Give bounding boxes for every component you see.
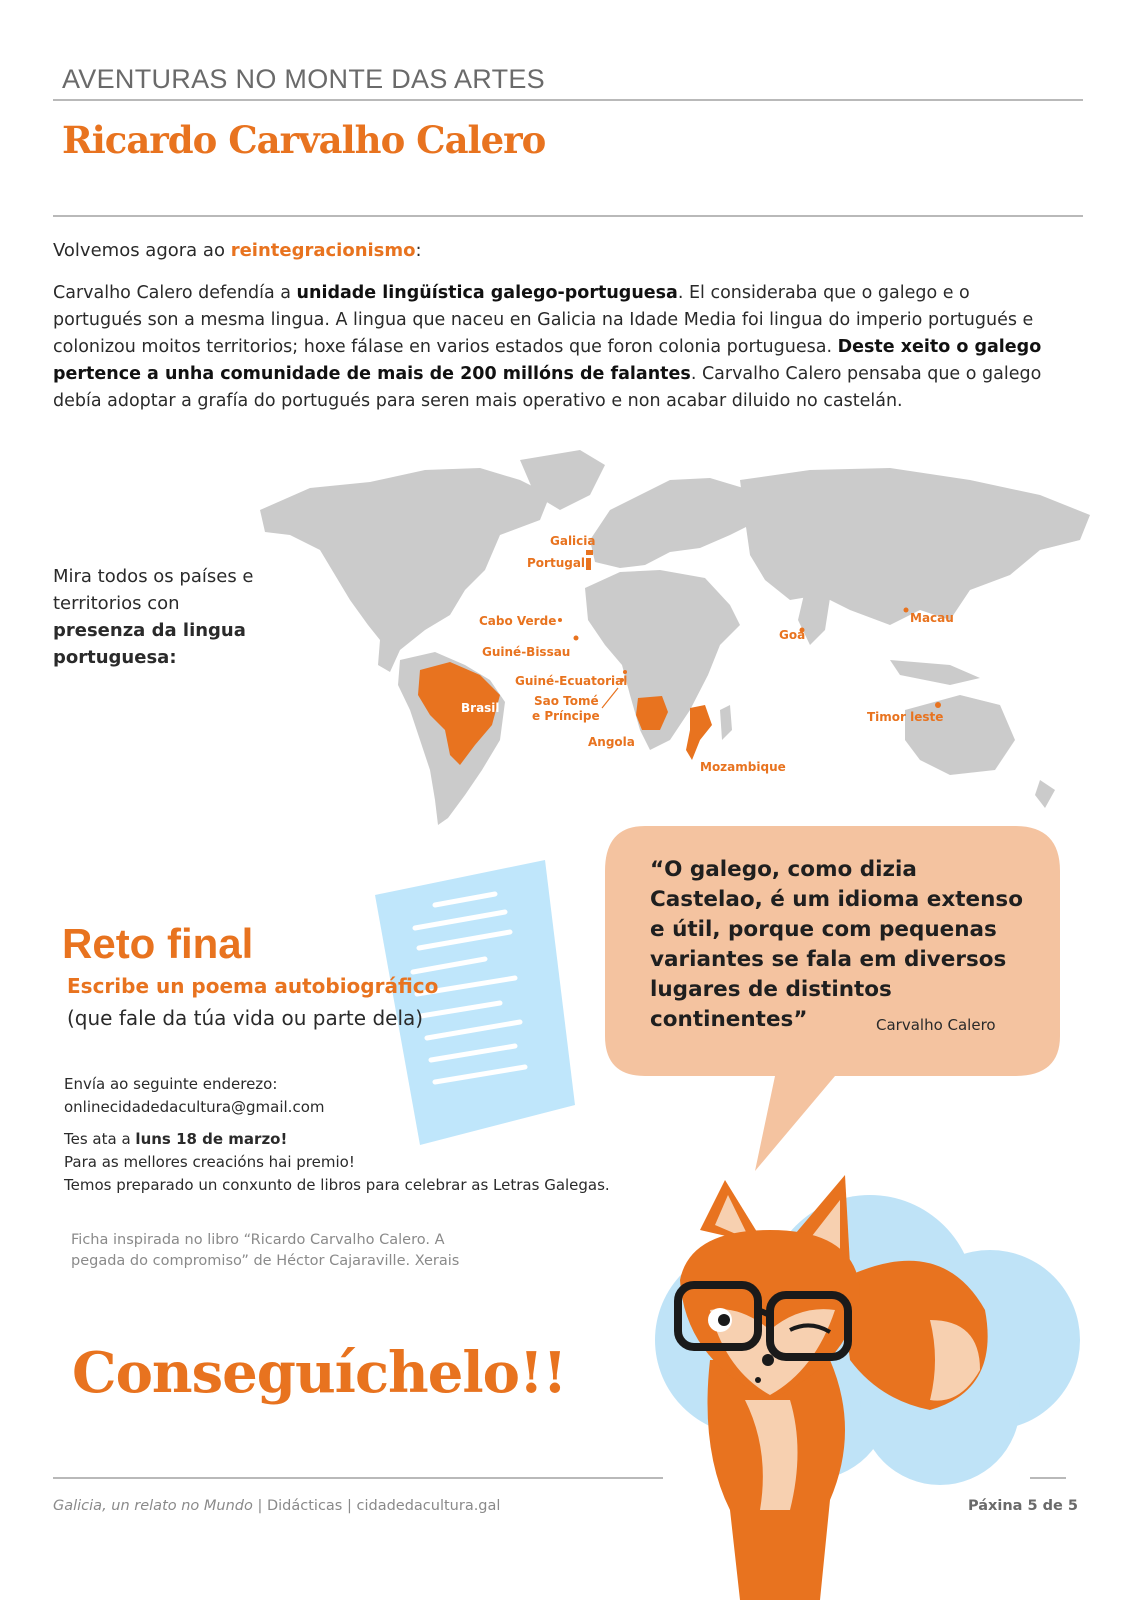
paragraph-bold-1: unidade lingüística galego-portuguesa [296,283,678,303]
new-zealand-shape [1035,780,1055,808]
header-title: AVENTURAS NO MONTE DAS ARTES [62,64,545,94]
europe-shape [590,478,760,568]
mozambique-shape [686,705,712,760]
madagascar-shape [720,705,732,740]
map-caption-bold: presenza da lingua portuguesa: [53,620,246,668]
header-divider [53,99,1083,101]
label-sao-tome-2: e Príncipe [532,709,600,723]
page-title: Ricardo Carvalho Calero [62,118,546,162]
credit-note: Ficha inspirada no libro “Ricardo Carvalho Calero. A pegada do compromiso” de Héctor Cajaraville. Xerais [71,1232,460,1269]
paragraph-bold-2: Deste xeito o galego pertence a unha comunidade de mais de 200 millóns de falantes [53,337,1042,384]
label-galicia: Galicia [550,534,596,548]
label-guine-ecuatorial: Guiné-Ecuatorial [515,674,628,688]
label-sao-tome-1: Sao Tomé [534,694,599,708]
footer-section: Didácticas [266,1498,343,1514]
indonesia-shape [890,660,980,685]
quote-text: “O galego, como dizia Castelao, é um idioma extenso e útil, porque com pequenas variantes se fala em diversos lugares de distintos continentes” [650,857,1023,1032]
deadline-prefix: Tes ata a [64,1130,136,1148]
australia-shape [905,695,1015,775]
page-number: Páxina 5 de 5 [968,1498,1078,1514]
reto-subtitle-2: (que fale da túa vida ou parte dela) [67,1006,424,1030]
asia-shape [740,468,1090,625]
footer-separator: | [252,1498,267,1514]
label-timor: Timor leste [867,710,944,724]
document-illustration [375,860,575,1150]
galicia-shape [586,550,593,555]
north-america-shape [260,468,550,672]
map-caption-text: Mira todos os países e territorios con [53,566,254,614]
quote-author: Carvalho Calero [876,1016,996,1034]
closing-message: Conseguíchelo!! [72,1340,567,1406]
label-brasil: Brasil [461,701,500,715]
label-cabo-verde: Cabo Verde [479,614,557,628]
timor-dot [935,702,941,708]
footer-site-link[interactable]: cidadedacultura.gal [356,1498,501,1514]
reto-title: Reto final [62,920,254,967]
email-link[interactable]: onlinecidadedacultura@gmail.com [64,1098,325,1116]
sao-tome-pointer [602,688,618,708]
intro-line [53,240,422,261]
label-angola: Angola [588,735,635,749]
paragraph-text-2: . El consideraba que o galego e o portugués son a mesma lingua. A lingua que naceu en Galicia na Idade Media foi lingua do imperio portugués e colonizou moitos territorios; hoxe fálase en varios estados que foron colonia portuguesa. [53,283,1034,357]
label-macau: Macau [910,611,954,625]
paragraph-text-1: Carvalho Calero defendía a [53,283,297,303]
intro-suffix: : [415,240,422,261]
books-text: Temos preparado un conxunto de libros para celebrar as Letras Galegas. [64,1176,610,1194]
intro-prefix: Volvemos agora ao [53,240,231,261]
footer-divider-right [1030,1477,1066,1479]
portugal-shape [586,558,591,570]
label-guine-bissau: Guiné-Bissau [482,645,571,659]
macau-dot [904,608,909,613]
paragraph-text-3: . Carvalho Calero pensaba que o galego debía adoptar a grafía do portugués para seren mais operativo e non acabar diluido no castelán. [53,364,1042,411]
cabo-verde-dot [558,618,562,622]
label-mozambique: Mozambique [700,760,786,774]
footer-series: Galicia, un relato no Mundo [53,1498,253,1514]
prize-text: Para as mellores creacións hai premio! [64,1153,355,1171]
send-label: Envía ao seguinte enderezo: [64,1075,278,1093]
main-paragraph [53,280,1053,415]
label-goa: Goa [779,628,806,642]
fox-mascot [640,1170,1040,1600]
intro-highlight: reintegracionismo [230,240,416,261]
label-portugal: Portugal [527,556,586,570]
footer-divider [53,1477,663,1479]
world-map [250,440,1120,840]
map-caption [53,563,283,671]
deadline [64,1128,287,1150]
footer-credits [53,1498,500,1514]
guine-bissau-dot [574,636,579,641]
deadline-date: luns 18 de marzo! [135,1130,288,1148]
reto-subtitle: Escribe un poema autobiográfico [67,974,439,998]
title-divider [53,215,1083,217]
footer-separator: | [342,1498,357,1514]
